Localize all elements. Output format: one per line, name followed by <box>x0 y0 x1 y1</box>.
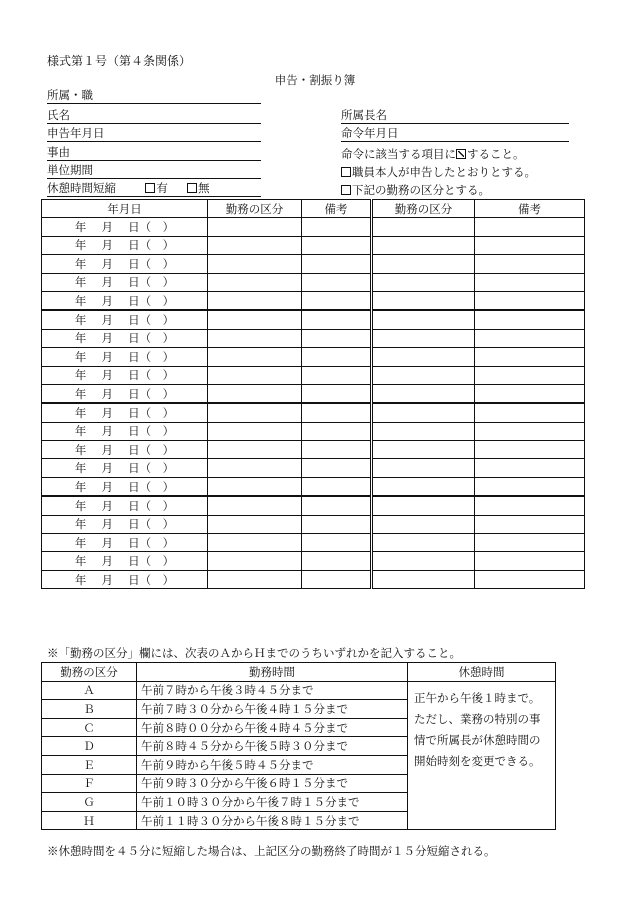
work-type-cell-2[interactable] <box>372 236 475 254</box>
date-cell: 年 月 日（ ） <box>42 310 208 329</box>
work-type-cell[interactable] <box>208 459 302 477</box>
instruction-post: すること。 <box>467 147 525 161</box>
legend-code: Ｂ <box>42 700 137 719</box>
remarks-cell[interactable] <box>302 384 372 403</box>
work-type-cell[interactable] <box>208 422 302 440</box>
work-type-cell[interactable] <box>208 534 302 552</box>
schedule-row <box>42 218 585 236</box>
remarks-cell[interactable] <box>302 534 372 552</box>
legend-header-rest: 休憩時間 <box>408 663 556 682</box>
date-cell: 年 月 日（ ） <box>42 552 208 570</box>
legend-code: Ｇ <box>42 793 137 812</box>
date-cell: 年 月 日（ ） <box>42 403 208 422</box>
date-cell: 年 月 日（ ） <box>42 534 208 552</box>
remarks-cell-2[interactable] <box>475 273 585 291</box>
report-date-field[interactable] <box>47 126 261 142</box>
schedule-row <box>42 310 585 329</box>
work-type-cell-2[interactable] <box>372 218 475 236</box>
header-work-type: 勤務の区分 <box>208 200 302 218</box>
work-type-cell-2[interactable] <box>372 459 475 477</box>
schedule-row <box>42 552 585 570</box>
remarks-cell[interactable] <box>302 552 372 570</box>
form-number: 様式第１号（第４条関係） <box>47 54 192 68</box>
remarks-cell-2[interactable] <box>475 310 585 329</box>
schedule-header-row <box>42 200 585 218</box>
remarks-cell[interactable] <box>302 422 372 440</box>
work-type-cell-2[interactable] <box>372 329 475 347</box>
date-cell: 年 月 日（ ） <box>42 496 208 515</box>
director-name-label: 所属長名 <box>341 108 387 122</box>
work-type-cell[interactable] <box>208 273 302 291</box>
work-type-cell[interactable] <box>208 348 302 366</box>
schedule-row <box>42 329 585 347</box>
header-remarks-2: 備考 <box>475 200 585 218</box>
legend-time: 午前９時３０分から午後６時１５分まで <box>137 774 408 793</box>
work-type-cell[interactable] <box>208 329 302 347</box>
work-type-cell-2[interactable] <box>372 534 475 552</box>
remarks-cell[interactable] <box>302 255 372 273</box>
date-cell: 年 月 日（ ） <box>42 273 208 291</box>
schedule-row <box>42 291 585 310</box>
legend-code: Ｆ <box>42 774 137 793</box>
schedule-row <box>42 477 585 496</box>
legend-body <box>42 681 556 830</box>
work-type-cell-2[interactable] <box>372 366 475 384</box>
work-type-cell[interactable] <box>208 552 302 570</box>
work-type-cell[interactable] <box>208 218 302 236</box>
order-date-label: 命令年月日 <box>341 126 399 140</box>
name-field[interactable] <box>47 108 261 124</box>
break-no-label: 無 <box>198 181 210 195</box>
remarks-cell[interactable] <box>302 366 372 384</box>
remarks-cell-2[interactable] <box>475 422 585 440</box>
work-type-cell-2[interactable] <box>372 348 475 366</box>
remarks-cell[interactable] <box>302 459 372 477</box>
remarks-cell[interactable] <box>302 310 372 329</box>
legend-time: 午前７時から午後３時４５分まで <box>137 681 408 700</box>
legend-rest-time: 正午から午後１時まで。ただし、業務の特別の事情で所属長が休憩時間の開始時刻を変更できる。 <box>408 681 556 830</box>
schedule-row <box>42 515 585 533</box>
remarks-cell[interactable] <box>302 441 372 459</box>
remarks-cell-2[interactable] <box>475 255 585 273</box>
work-type-cell[interactable] <box>208 403 302 422</box>
legend-table <box>41 662 556 830</box>
remarks-cell-2[interactable] <box>475 291 585 310</box>
order-date-field[interactable] <box>341 126 569 142</box>
remarks-cell[interactable] <box>302 515 372 533</box>
date-cell: 年 月 日（ ） <box>42 348 208 366</box>
note-bottom: ※休憩時間を４５分に短縮した場合は、上記区分の勤務終了時間が１５分短縮される。 <box>47 844 496 858</box>
work-type-cell-2[interactable] <box>372 552 475 570</box>
reason-label: 事由 <box>47 145 70 159</box>
work-type-cell[interactable] <box>208 384 302 403</box>
legend-code: Ｃ <box>42 718 137 737</box>
break-shorten-label: 休憩時間短縮 <box>47 181 116 195</box>
legend-time: 午前８時００分から午後４時４５分まで <box>137 718 408 737</box>
date-cell: 年 月 日（ ） <box>42 255 208 273</box>
option-schedule <box>341 182 490 198</box>
remarks-cell-2[interactable] <box>475 552 585 570</box>
name-label: 氏名 <box>47 108 70 122</box>
break-no-checkbox[interactable] <box>187 183 197 193</box>
date-cell: 年 月 日（ ） <box>42 477 208 496</box>
work-type-cell[interactable] <box>208 255 302 273</box>
schedule-row <box>42 348 585 366</box>
remarks-cell-2[interactable] <box>475 459 585 477</box>
instruction-text <box>341 146 525 162</box>
page-title: 申告・割振り簿 <box>274 73 356 87</box>
schedule-row <box>42 496 585 515</box>
work-type-cell-2[interactable] <box>372 384 475 403</box>
schedule-row <box>42 441 585 459</box>
work-type-cell[interactable] <box>208 291 302 310</box>
date-cell: 年 月 日（ ） <box>42 459 208 477</box>
schedule-row <box>42 403 585 422</box>
remarks-cell-2[interactable] <box>475 477 585 496</box>
remarks-cell-2[interactable] <box>475 329 585 347</box>
remarks-cell[interactable] <box>302 236 372 254</box>
note-top: ※「勤務の区分」欄には、次表のＡからＨまでのうちいずれかを記入すること。 <box>47 646 461 660</box>
remarks-cell-2[interactable] <box>475 515 585 533</box>
director-name-field[interactable] <box>341 108 569 124</box>
remarks-cell[interactable] <box>302 273 372 291</box>
schedule-row <box>42 384 585 403</box>
date-cell: 年 月 日（ ） <box>42 515 208 533</box>
work-type-cell[interactable] <box>208 570 302 588</box>
remarks-cell[interactable] <box>302 403 372 422</box>
work-type-cell-2[interactable] <box>372 496 475 515</box>
date-cell: 年 月 日（ ） <box>42 329 208 347</box>
schedule-row <box>42 534 585 552</box>
work-type-cell[interactable] <box>208 477 302 496</box>
option-self-report <box>341 164 536 180</box>
break-shorten-field <box>47 181 261 197</box>
remarks-cell-2[interactable] <box>475 366 585 384</box>
work-type-cell-2[interactable] <box>372 310 475 329</box>
schedule-row <box>42 366 585 384</box>
legend-row <box>42 681 556 700</box>
remarks-cell-2[interactable] <box>475 348 585 366</box>
option-self-report-checkbox[interactable] <box>341 167 351 177</box>
legend-time: 午前８時４５分から午後５時３０分まで <box>137 737 408 756</box>
remarks-cell[interactable] <box>302 218 372 236</box>
reason-field[interactable] <box>47 145 261 161</box>
date-cell: 年 月 日（ ） <box>42 291 208 310</box>
legend-code: Ｄ <box>42 737 137 756</box>
schedule-table <box>41 199 585 589</box>
date-cell: 年 月 日（ ） <box>42 570 208 588</box>
remarks-cell-2[interactable] <box>475 570 585 588</box>
remarks-cell-2[interactable] <box>475 218 585 236</box>
legend-time: 午前７時３０分から午後４時１５分まで <box>137 700 408 719</box>
work-type-cell-2[interactable] <box>372 570 475 588</box>
remarks-cell[interactable] <box>302 329 372 347</box>
work-type-cell-2[interactable] <box>372 422 475 440</box>
schedule-row <box>42 255 585 273</box>
remarks-cell-2[interactable] <box>475 384 585 403</box>
header-remarks: 備考 <box>302 200 372 218</box>
work-type-cell-2[interactable] <box>372 477 475 496</box>
legend-header-code: 勤務の区分 <box>42 663 137 682</box>
date-cell: 年 月 日（ ） <box>42 236 208 254</box>
work-type-cell-2[interactable] <box>372 441 475 459</box>
remarks-cell[interactable] <box>302 291 372 310</box>
legend-code: Ａ <box>42 681 137 700</box>
option-schedule-label: 下記の勤務の区分とする。 <box>352 183 490 197</box>
work-type-cell[interactable] <box>208 441 302 459</box>
legend-code: Ｅ <box>42 755 137 774</box>
date-cell: 年 月 日（ ） <box>42 366 208 384</box>
header-date: 年月日 <box>42 200 208 218</box>
remarks-cell[interactable] <box>302 496 372 515</box>
work-type-cell[interactable] <box>208 310 302 329</box>
work-type-cell[interactable] <box>208 366 302 384</box>
legend-time: 午前１０時３０分から午後７時１５分まで <box>137 793 408 812</box>
option-self-report-label: 職員本人が申告したとおりとする。 <box>352 165 536 179</box>
work-type-cell-2[interactable] <box>372 515 475 533</box>
schedule-row <box>42 422 585 440</box>
work-type-cell[interactable] <box>208 236 302 254</box>
date-cell: 年 月 日（ ） <box>42 218 208 236</box>
check-mark-icon <box>456 149 466 159</box>
remarks-cell-2[interactable] <box>475 534 585 552</box>
work-type-cell-2[interactable] <box>372 403 475 422</box>
schedule-body <box>42 218 585 589</box>
remarks-cell-2[interactable] <box>475 496 585 515</box>
work-type-cell[interactable] <box>208 515 302 533</box>
break-yes-checkbox[interactable] <box>145 183 155 193</box>
unit-period-label: 単位期間 <box>47 163 93 177</box>
remarks-cell[interactable] <box>302 570 372 588</box>
legend-header-row <box>42 663 556 682</box>
remarks-cell-2[interactable] <box>475 236 585 254</box>
date-cell: 年 月 日（ ） <box>42 441 208 459</box>
unit-period-field[interactable] <box>47 163 261 179</box>
remarks-cell[interactable] <box>302 348 372 366</box>
date-cell: 年 月 日（ ） <box>42 384 208 403</box>
legend-code: Ｈ <box>42 811 137 830</box>
remarks-cell[interactable] <box>302 477 372 496</box>
report-date-label: 申告年月日 <box>47 126 105 140</box>
header-work-type-2: 勤務の区分 <box>372 200 475 218</box>
work-type-cell-2[interactable] <box>372 255 475 273</box>
affiliation-field[interactable] <box>47 88 261 104</box>
break-yes-label: 有 <box>156 181 168 195</box>
schedule-row <box>42 459 585 477</box>
legend-time: 午前１１時３０分から午後８時１５分まで <box>137 811 408 830</box>
legend-header-time: 勤務時間 <box>137 663 408 682</box>
affiliation-label: 所属・職 <box>47 88 93 102</box>
schedule-row <box>42 273 585 291</box>
remarks-cell-2[interactable] <box>475 441 585 459</box>
work-type-cell-2[interactable] <box>372 273 475 291</box>
schedule-row <box>42 570 585 588</box>
date-cell: 年 月 日（ ） <box>42 422 208 440</box>
option-schedule-checkbox[interactable] <box>341 185 351 195</box>
legend-time: 午前９時から午後５時４５分まで <box>137 755 408 774</box>
work-type-cell[interactable] <box>208 496 302 515</box>
instruction-pre: 命令に該当する項目に <box>341 147 456 161</box>
schedule-row <box>42 236 585 254</box>
work-type-cell-2[interactable] <box>372 291 475 310</box>
remarks-cell-2[interactable] <box>475 403 585 422</box>
